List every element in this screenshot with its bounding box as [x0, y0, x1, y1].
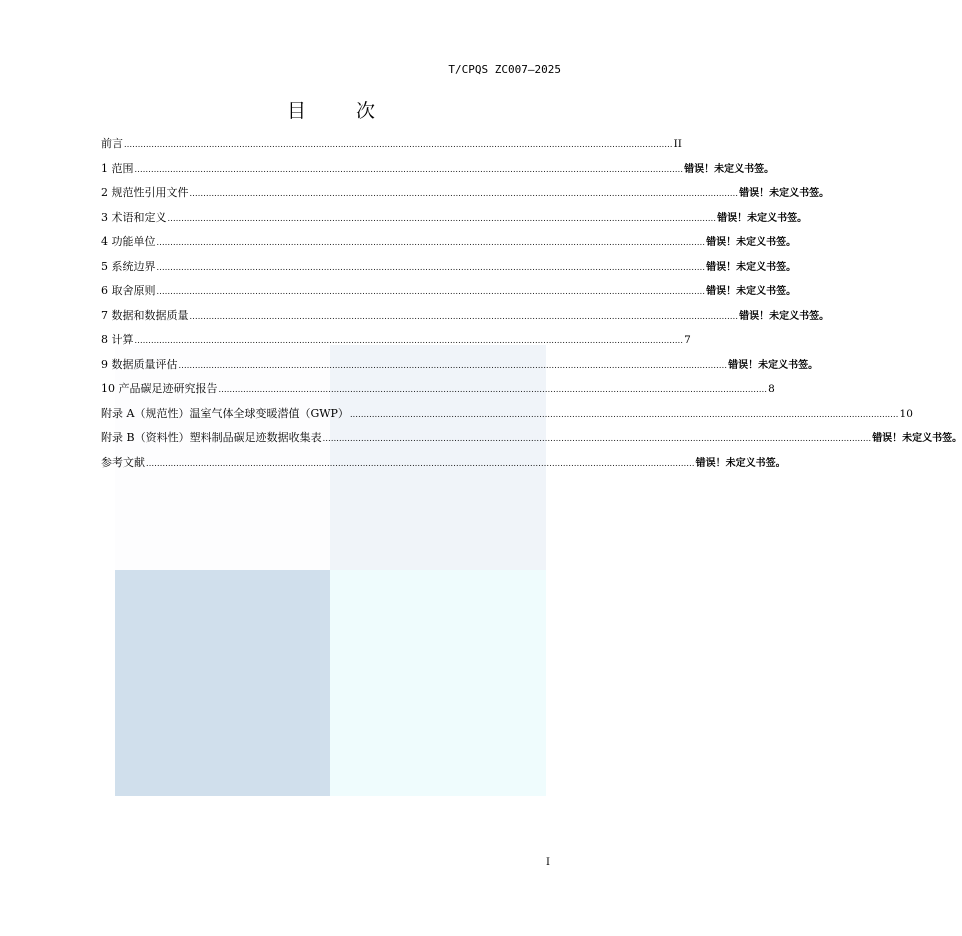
toc-entry-label: 1 范围 — [101, 161, 134, 175]
toc-dot-leader: ........................................................................................................................................................................................................ — [167, 213, 717, 223]
toc-entry-error-text: 错误！未定义书签。 — [717, 212, 808, 224]
toc-entry[interactable] — [101, 381, 775, 406]
watermark-block-bottom-right — [330, 570, 546, 796]
toc-entry[interactable] — [101, 136, 682, 161]
toc-dot-leader: ........................................................................................................................................................................................................ — [134, 336, 684, 345]
toc-dot-leader: ........................................................................................................................................................................................................ — [146, 458, 695, 468]
toc-dot-leader: ........................................................................................................................................................................................................ — [178, 360, 728, 370]
toc-dot-leader: ........................................................................................................................................................................................................ — [218, 385, 768, 394]
page-number: I — [546, 857, 550, 868]
toc-entry-label: 9 数据质量评估 — [101, 357, 178, 371]
toc-entry-label: 参考文献 — [101, 455, 145, 469]
toc-entry-error-text: 错误！未定义书签。 — [706, 286, 797, 297]
toc-entry-label: 7 数据和数据质量 — [101, 308, 189, 322]
toc-dot-leader: ........................................................................................................................................................................................................ — [156, 238, 706, 247]
toc-entry-label: 4 功能单位 — [101, 235, 156, 248]
toc-dot-leader: ........................................................................................................................................................................................................ — [134, 164, 684, 174]
toc-entry[interactable] — [101, 332, 691, 357]
toc-entry-label: 前言 — [101, 137, 123, 150]
toc-entry-error-text: 错误！未定义书签。 — [695, 457, 786, 469]
page-title: 目 次 — [286, 100, 398, 122]
toc-entry-label: 5 系统边界 — [101, 259, 156, 273]
toc-entry[interactable] — [101, 234, 797, 259]
toc-entry-error-text: 错误！未定义书签。 — [684, 163, 775, 175]
toc-dot-leader: ........................................................................................................................................................................................................ — [156, 262, 706, 272]
toc-dot-leader: ........................................................................................................................................................................................................ — [124, 140, 673, 149]
toc-entry-label: 3 术语和定义 — [101, 210, 167, 224]
toc-entry[interactable] — [101, 283, 797, 308]
toc-entry-error-text: 错误！未定义书签。 — [706, 237, 797, 248]
toc-entry-page: 7 — [684, 334, 691, 346]
toc-entry[interactable] — [101, 185, 830, 210]
toc-entry[interactable] — [101, 210, 808, 235]
toc-entry-label: 附录 B（资料性）塑料制品碳足迹数据收集表 — [101, 431, 322, 444]
toc-entry-label: 2 规范性引用文件 — [101, 186, 189, 199]
toc-entry[interactable] — [101, 455, 786, 480]
toc-entry-error-text: 错误！未定义书签。 — [872, 433, 962, 444]
toc-entry[interactable] — [101, 259, 797, 284]
toc-entry-label: 6 取舍原则 — [101, 284, 156, 297]
table-of-contents — [101, 136, 962, 479]
toc-entry-error-text: 错误！未定义书签。 — [728, 359, 819, 371]
toc-entry-error-text: 错误！未定义书签。 — [739, 188, 830, 199]
toc-dot-leader: ........................................................................................................................................................................................................ — [189, 311, 739, 321]
toc-entry-label: 10 产品碳足迹研究报告 — [101, 382, 218, 395]
toc-entry[interactable] — [101, 406, 913, 431]
toc-entry-label: 附录 A（规范性）温室气体全球变暖潜值（GWP） — [101, 406, 349, 420]
toc-entry[interactable] — [101, 430, 962, 455]
toc-entry[interactable] — [101, 161, 775, 186]
watermark-block-bottom-left — [115, 570, 330, 796]
toc-dot-leader: ........................................................................................................................................................................................................ — [322, 434, 872, 443]
toc-dot-leader: ........................................................................................................................................................................................................ — [156, 287, 706, 296]
toc-entry-page: 8 — [768, 383, 775, 395]
document-code: T/CPQS ZC007—2025 — [448, 63, 561, 76]
toc-dot-leader: ........................................................................................................................................................................................................ — [349, 409, 899, 419]
toc-entry-page: II — [673, 138, 682, 150]
toc-entry-error-text: 错误！未定义书签。 — [739, 310, 830, 322]
toc-dot-leader: ........................................................................................................................................................................................................ — [189, 189, 739, 198]
toc-entry-error-text: 错误！未定义书签。 — [706, 261, 797, 273]
toc-entry[interactable] — [101, 357, 819, 382]
toc-entry-label: 8 计算 — [101, 333, 134, 346]
toc-entry-page: 10 — [899, 407, 913, 420]
toc-entry[interactable] — [101, 308, 830, 333]
